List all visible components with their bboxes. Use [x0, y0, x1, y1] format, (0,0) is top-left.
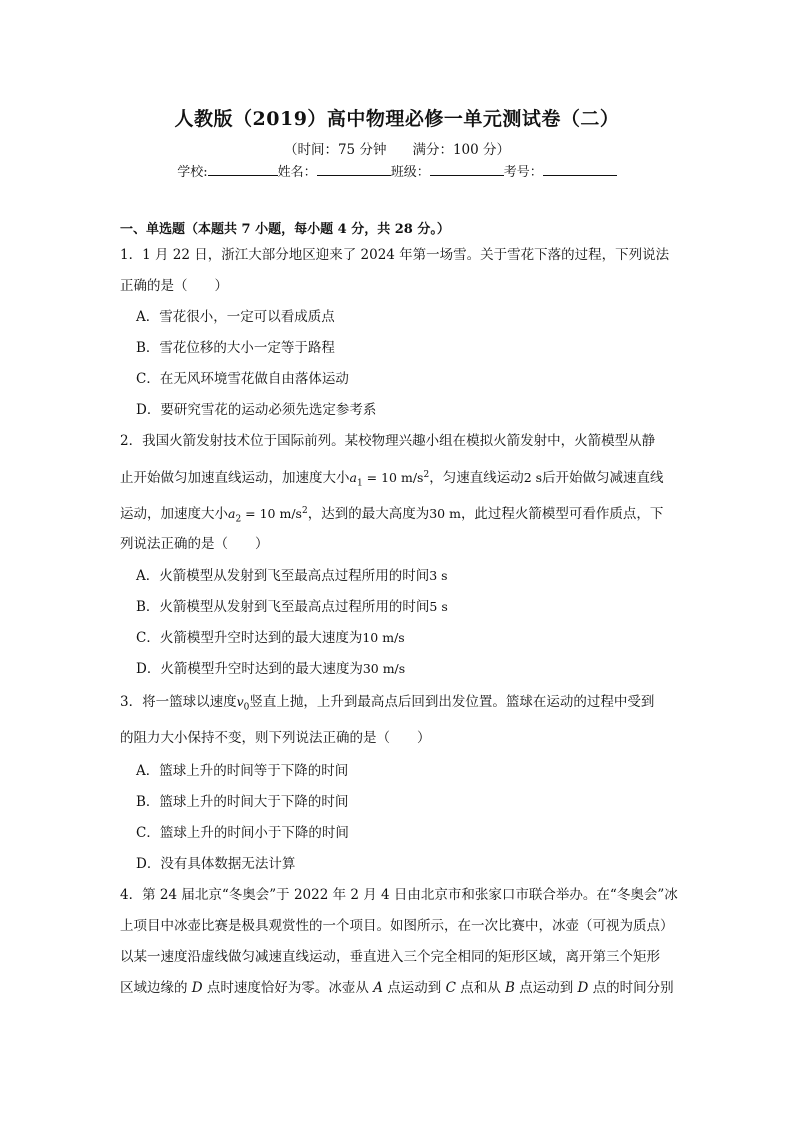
number-field[interactable]	[543, 163, 617, 176]
question-3-option-a[interactable]: A．篮球上升的时间等于下降的时间	[136, 763, 349, 779]
class-label: 班级：	[390, 165, 430, 180]
question-2-line-2-text-a: 止开始做匀加速直线运动，加速度大小	[120, 470, 350, 487]
question-4-line-1: 4．第 24 届北京“冬奥会”于 2022 年 2 月 4 日由北京市和张家口市联合举办。在“冬奥会”冰	[120, 887, 678, 903]
point-b: B	[505, 980, 515, 996]
school-label: 学校:	[177, 165, 208, 180]
point-d-2: D	[577, 980, 589, 996]
name-field[interactable]	[317, 163, 391, 176]
exam-content	[120, 220, 680, 1004]
uniform-time: 2 s	[523, 470, 543, 486]
section-heading-single-choice: 一、单选题（本题共 7 小题，每小题 4 分，共 28 分。）	[120, 222, 450, 237]
name-label: 姓名：	[277, 165, 317, 180]
question-2-line-2	[120, 457, 680, 493]
question-2-option-a[interactable]: A．火箭模型从发射到飞至最高点过程所用的时间3 s	[136, 568, 448, 584]
question-3	[120, 684, 680, 880]
question-2	[120, 426, 680, 684]
question-2-line-2-text-b: ，匀速直线运动	[429, 470, 524, 487]
time-label: （时间：75 分钟	[283, 142, 387, 158]
acceleration-a2: $a_2 = 10$ $m/s^2$	[228, 506, 308, 525]
question-2-line-3-text-b: ，达到的最大高度为	[307, 506, 430, 523]
question-1	[120, 240, 680, 426]
question-1-option-c[interactable]: C．在无风环境雪花做自由落体运动	[136, 371, 349, 387]
exam-title: 人教版（2019）高中物理必修一单元测试卷（二）	[174, 108, 620, 130]
student-info-line	[0, 161, 794, 180]
question-3-option-c[interactable]: C．篮球上升的时间小于下降的时间	[136, 825, 349, 841]
question-2-option-d[interactable]: D．火箭模型升空时达到的最大速度为30 m/s	[136, 661, 406, 677]
point-d: D	[191, 980, 203, 996]
question-4	[120, 880, 680, 1004]
initial-velocity: $v_0$	[236, 694, 250, 713]
question-4-line-2: 上项目中冰壶比赛是极具观赏性的一个项目。如图所示，在一次比赛中，冰壶（可视为质点）	[120, 918, 674, 934]
question-4-line-4: 区域边缘的 D 点时速度恰好为零。冰壶从 A 点运动到 C 点和从 B 点运动到 D 点的时间分别	[120, 980, 674, 996]
exam-duration-score	[0, 138, 794, 158]
question-2-line-3	[120, 493, 680, 529]
question-3-option-b[interactable]: B．篮球上升的时间大于下降的时间	[136, 794, 349, 810]
question-4-line-3: 以某一速度沿虚线做匀减速直线运动，垂直进入三个完全相同的矩形区域，离开第三个矩形	[120, 949, 660, 965]
question-1-option-b[interactable]: B．雪花位移的大小一定等于路程	[136, 340, 335, 356]
question-1-option-a[interactable]: A．雪花很小，一定可以看成质点	[136, 309, 335, 325]
question-2-line-3-text-a: 运动，加速度大小	[120, 506, 228, 523]
score-label: 满分：100 分）	[412, 142, 511, 158]
number-label: 考号：	[503, 165, 543, 180]
acceleration-a1: $a_1 = 10$ $m/s^2$	[349, 470, 430, 489]
class-field[interactable]	[430, 163, 504, 176]
question-2-option-c[interactable]: C．火箭模型升空时达到的最大速度为10 m/s	[136, 630, 405, 646]
max-height: 30 m	[429, 506, 461, 522]
question-2-line-4: 列说法正确的是（ ）	[120, 536, 269, 552]
question-2-option-b[interactable]: B．火箭模型从发射到飞至最高点过程所用的时间5 s	[136, 599, 448, 615]
question-1-line-2: 正确的是（ ）	[120, 278, 228, 294]
question-2-line-3-text-c: ，此过程火箭模型可看作质点，下	[460, 506, 664, 523]
question-3-line-2: 的阻力大小保持不变，则下列说法正确的是（ ）	[120, 730, 431, 746]
question-3-line-1: 3．将一篮球以速度$v_0$竖直上抛，上升到最高点后回到出发位置。篮球在运动的过程中受到	[120, 694, 655, 713]
point-a: A	[373, 980, 383, 996]
point-c: C	[445, 980, 456, 996]
question-3-option-d[interactable]: D．没有具体数据无法计算	[136, 856, 296, 872]
school-field[interactable]	[208, 163, 278, 176]
question-1-option-d[interactable]: D．要研究雪花的运动必须先选定参考系	[136, 402, 377, 418]
question-2-line-1: 2．我国火箭发射技术位于国际前列。某校物理兴趣小组在模拟火箭发射中，火箭模型从静	[120, 433, 656, 449]
question-2-line-2-text-c: 后开始做匀减速直线	[542, 470, 664, 487]
question-1-line-1: 1．1 月 22 日，浙江大部分地区迎来了 2024 年第一场雪。关于雪花下落的过程，下列说法	[120, 247, 670, 263]
